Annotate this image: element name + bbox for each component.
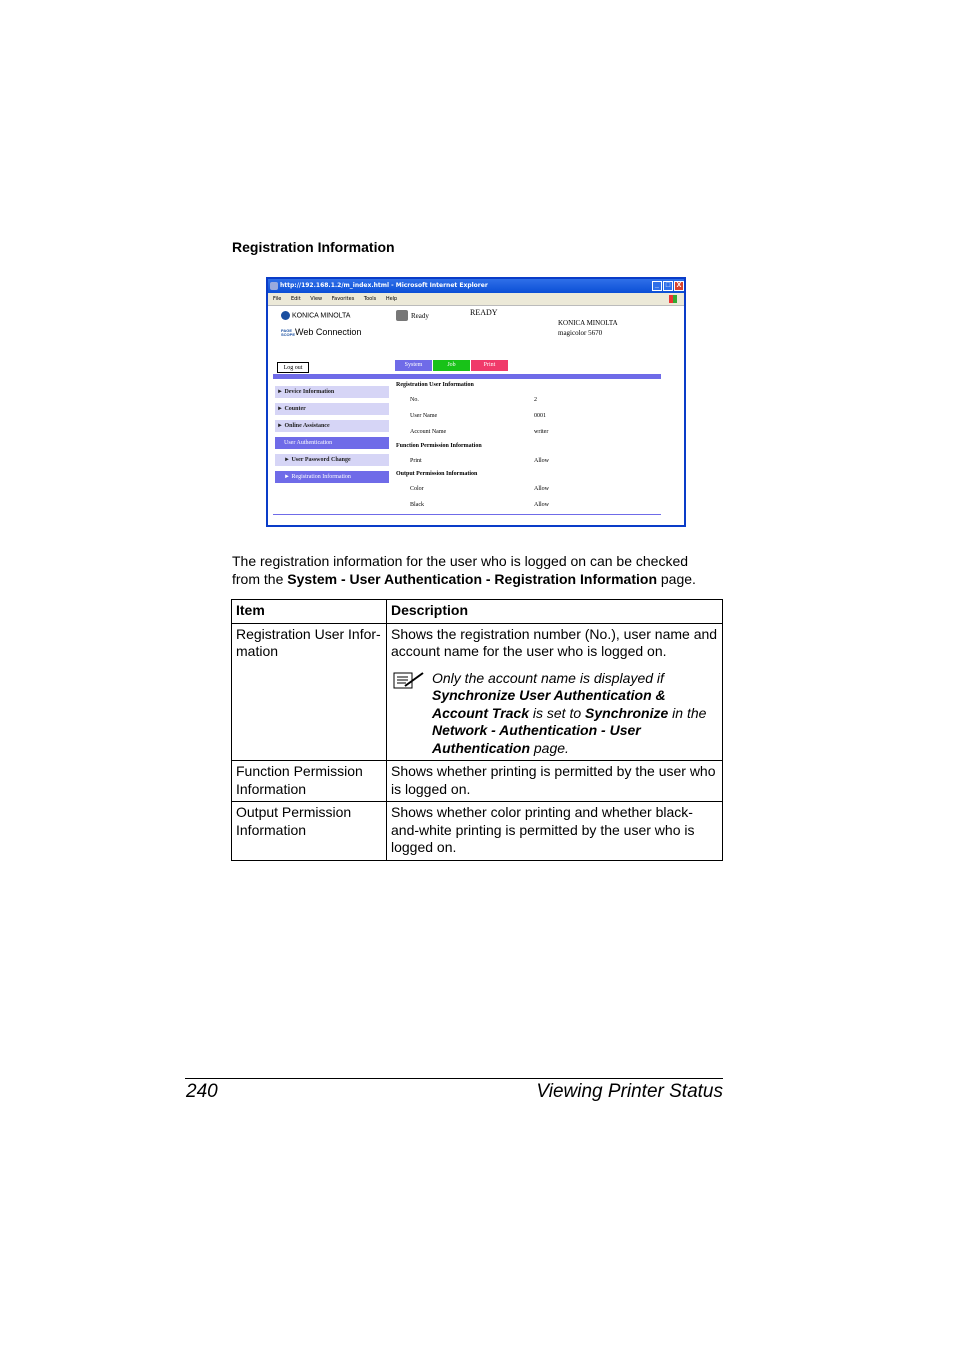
intro-line-1: The registration information for the user who is logged on can be checked [232, 553, 689, 569]
black-label: Black [410, 502, 424, 508]
chapter-title: Viewing Printer Status [536, 1081, 723, 1102]
pagescope-logo [281, 327, 361, 337]
print-label: Print [410, 458, 422, 464]
table-header-row [232, 600, 723, 624]
note-text: in the [668, 704, 707, 721]
tab-job[interactable]: Job [433, 360, 470, 371]
info-table [231, 599, 723, 861]
printer-vendor: KONICA MINOLTA [558, 319, 618, 327]
intro-suffix: page. [657, 571, 696, 587]
note-text: is set to [529, 704, 586, 721]
table-cell-description [387, 623, 723, 761]
globe-icon [281, 311, 290, 320]
item-line: Information [236, 780, 307, 797]
note-text: Only the account name is displayed if [432, 669, 664, 686]
registration-user-info-heading: Registration User Information [396, 382, 474, 388]
intro-line-2 [232, 571, 696, 587]
status-ready-small: Ready [411, 312, 429, 320]
account-name-label: Account Name [410, 429, 447, 435]
menu-favorites[interactable]: Favorites [331, 296, 355, 302]
tab-print[interactable]: Print [471, 360, 508, 371]
browser-title: http://192.168.1.2/m_index.html - Microsoft Internet Explorer [280, 282, 488, 289]
sidebar-item-device-information[interactable]: ► Device Information [275, 386, 389, 398]
note-bold: Synchronize User Authentication & Account Track [432, 687, 666, 721]
item-line: Output Permission [236, 804, 352, 820]
column-header-item: Item [232, 600, 387, 624]
menu-tools[interactable]: Tools [363, 296, 377, 302]
printer-icon [396, 310, 408, 321]
user-name-label: User Name [410, 413, 438, 419]
minimize-button[interactable]: _ [652, 281, 662, 291]
color-label: Color [410, 486, 424, 492]
table-row [232, 761, 723, 802]
tab-system[interactable]: System [395, 360, 432, 371]
user-name-value: 0001 [534, 413, 546, 419]
windows-flag-icon [669, 295, 677, 303]
status-ready: READY [470, 308, 498, 317]
column-header-description: Description [387, 600, 723, 624]
function-permission-heading: Function Permission Information [396, 443, 482, 449]
item-line: mation [236, 643, 279, 659]
output-permission-heading: Output Permission Information [396, 471, 478, 477]
no-label: No. [410, 397, 419, 403]
browser-screenshot [266, 277, 686, 527]
page-number: 240 [186, 1081, 218, 1102]
section-heading: Registration Information [232, 239, 395, 255]
note-text: page. [530, 739, 569, 756]
no-value: 2 [534, 397, 537, 403]
table-cell-item [232, 802, 387, 861]
note-bold: Network - Authentication - User Authentication [432, 722, 641, 756]
table-cell-description: Shows whether printing is permitted by the user who is logged on. [387, 761, 723, 802]
menu-view[interactable]: View [310, 296, 323, 302]
sidebar-item-counter[interactable]: ► Counter [275, 403, 389, 415]
close-button[interactable]: X [674, 281, 684, 291]
brand-text: KONICA MINOLTA [292, 312, 351, 320]
table-row [232, 802, 723, 861]
menu-file[interactable]: File [273, 296, 282, 302]
black-value: Allow [534, 502, 549, 508]
printer-model: magicolor 5670 [558, 329, 603, 337]
sidebar-item-registration-information[interactable]: ► Registration Information [275, 471, 389, 483]
table-cell-item [232, 761, 387, 802]
description-text: Shows the registration number (No.), user name and account name for the user who is logged on. [391, 625, 718, 659]
konica-minolta-logo [281, 311, 350, 320]
color-value: Allow [534, 486, 549, 492]
logout-button[interactable]: Log out [277, 362, 309, 373]
account-name-value: writer [534, 429, 549, 435]
browser-titlebar [268, 279, 684, 293]
footer-divider [273, 514, 661, 515]
item-line: Registration User Infor- [236, 625, 381, 642]
header-divider [273, 374, 661, 379]
menu-help[interactable]: Help [385, 296, 398, 302]
intro-menu-path: System - User Authentication - Registration Information [287, 571, 657, 587]
table-cell-item [232, 623, 387, 761]
browser-menubar [268, 293, 684, 306]
intro-prefix: from the [232, 571, 288, 587]
ie-icon [270, 282, 278, 290]
item-line: Function Permission [236, 763, 363, 779]
sidebar-item-user-authentication[interactable]: User Authentication [275, 437, 389, 449]
sidebar-item-online-assistance[interactable]: ► Online Assistance [275, 420, 389, 432]
table-row [232, 623, 723, 761]
table-cell-description: Shows whether color printing and whether black-and-white printing is permitted by the user who is logged on. [387, 802, 723, 861]
footer-rule [185, 1078, 723, 1079]
print-value: Allow [534, 458, 549, 464]
note-bold: Synchronize [585, 704, 669, 721]
sidebar-item-user-password-change[interactable]: ► User Password Change [275, 454, 389, 466]
note [391, 670, 718, 758]
note-pencil-icon [393, 670, 425, 690]
menu-edit[interactable]: Edit [290, 296, 301, 302]
pagescope-mark: PAGE SCOPE [281, 327, 296, 337]
item-line: Information [236, 821, 307, 838]
maximize-button[interactable]: □ [663, 281, 673, 291]
web-connection-text: Web Connection [295, 327, 362, 337]
